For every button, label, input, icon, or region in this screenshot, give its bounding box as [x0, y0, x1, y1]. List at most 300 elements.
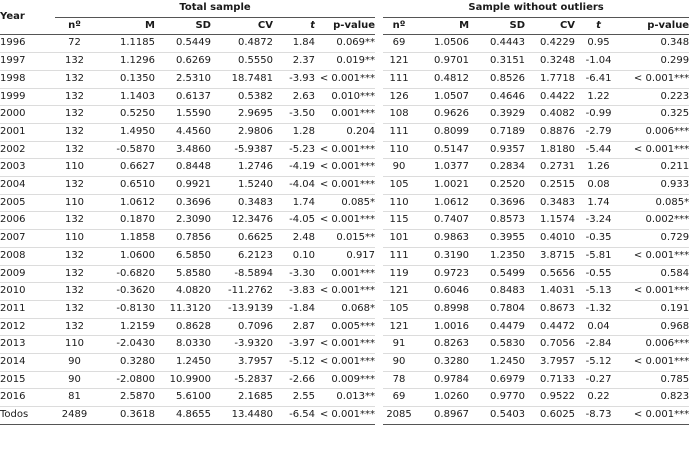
total-t-cell: -5.12	[273, 354, 315, 372]
total-sd-cell: 5.6100	[155, 389, 211, 407]
year-cell: Todos	[0, 407, 55, 425]
wo-sd-cell: 0.4646	[469, 88, 525, 106]
table-row	[0, 141, 689, 159]
wo-cv-cell: 0.9522	[525, 389, 575, 407]
col-header-m-wo: M	[415, 17, 469, 35]
wo-n-cell: 78	[383, 371, 415, 389]
wo-p-value-cell: < 0.001***	[622, 141, 689, 159]
total-m-cell: -0.8130	[94, 300, 155, 318]
wo-t-cell: -0.55	[575, 265, 622, 283]
year-cell: 2002	[0, 141, 55, 159]
total-p-value-cell: 0.068*	[315, 300, 375, 318]
total-sample-header: Total sample	[55, 0, 375, 17]
wo-sd-cell: 0.3929	[469, 106, 525, 124]
wo-sd-cell: 0.3955	[469, 230, 525, 248]
wo-m-cell: 0.8263	[415, 336, 469, 354]
wo-sd-cell: 0.2834	[469, 159, 525, 177]
table-row	[0, 159, 689, 177]
col-header-sd-wo: SD	[469, 17, 525, 35]
total-cv-cell: 2.9806	[211, 123, 273, 141]
wo-p-value-cell: 0.006***	[622, 123, 689, 141]
total-p-value-cell: < 0.001***	[315, 141, 375, 159]
wo-m-cell: 0.6046	[415, 283, 469, 301]
wo-p-value-cell: < 0.001***	[622, 247, 689, 265]
wo-p-value-cell: < 0.001***	[622, 70, 689, 88]
total-cv-cell: 2.9695	[211, 106, 273, 124]
wo-sd-cell: 0.7804	[469, 300, 525, 318]
total-t-cell: -2.66	[273, 371, 315, 389]
wo-p-value-cell: 0.823	[622, 389, 689, 407]
total-sd-cell: 0.3696	[155, 194, 211, 212]
wo-sd-cell: 0.3151	[469, 53, 525, 71]
table-row	[0, 123, 689, 141]
wo-p-value-cell: 0.085*	[622, 194, 689, 212]
column-gap	[375, 17, 383, 35]
wo-sd-cell: 0.6979	[469, 371, 525, 389]
group-gap-cell	[375, 123, 383, 141]
total-t-cell: 2.37	[273, 53, 315, 71]
group-gap-cell	[375, 177, 383, 195]
total-p-value-cell: 0.001***	[315, 106, 375, 124]
col-header-sd: SD	[155, 17, 211, 35]
wo-t-cell: -0.27	[575, 371, 622, 389]
total-cv-cell: 18.7481	[211, 70, 273, 88]
wo-sd-cell: 0.8526	[469, 70, 525, 88]
total-cv-cell: 1.5240	[211, 177, 273, 195]
wo-p-value-cell: 0.348	[622, 35, 689, 53]
wo-sd-cell: 0.4479	[469, 318, 525, 336]
total-sd-cell: 0.5449	[155, 35, 211, 53]
wo-t-cell: -2.79	[575, 123, 622, 141]
wo-cv-cell: 1.7718	[525, 70, 575, 88]
table-row	[0, 106, 689, 124]
wo-p-value-cell: 0.785	[622, 371, 689, 389]
wo-m-cell: 0.9701	[415, 53, 469, 71]
total-n-cell: 81	[55, 389, 94, 407]
wo-sd-cell: 0.9357	[469, 141, 525, 159]
group-gap-cell	[375, 300, 383, 318]
total-cv-cell: 0.3483	[211, 194, 273, 212]
wo-cv-cell: 0.8876	[525, 123, 575, 141]
total-m-cell: 0.1350	[94, 70, 155, 88]
wo-n-cell: 105	[383, 300, 415, 318]
total-cv-cell: 0.4872	[211, 35, 273, 53]
group-gap-cell	[375, 230, 383, 248]
wo-p-value-cell: 0.325	[622, 106, 689, 124]
wo-n-cell: 121	[383, 318, 415, 336]
wo-cv-cell: 0.2731	[525, 159, 575, 177]
year-cell: 2011	[0, 300, 55, 318]
total-sd-cell: 0.7856	[155, 230, 211, 248]
total-cv-cell: 0.6625	[211, 230, 273, 248]
total-p-value-cell: < 0.001***	[315, 70, 375, 88]
total-p-value-cell: < 0.001***	[315, 159, 375, 177]
col-header-cv-wo: CV	[525, 17, 575, 35]
group-gap-cell	[375, 194, 383, 212]
total-sd-cell: 4.4560	[155, 123, 211, 141]
wo-p-value-cell: < 0.001***	[622, 283, 689, 301]
group-gap-cell	[375, 389, 383, 407]
total-p-value-cell: < 0.001***	[315, 354, 375, 372]
wo-t-cell: 1.26	[575, 159, 622, 177]
total-t-cell: 1.28	[273, 123, 315, 141]
wo-cv-cell: 0.4082	[525, 106, 575, 124]
group-gap-cell	[375, 70, 383, 88]
col-header-n: nº	[55, 17, 94, 35]
wo-n-cell: 121	[383, 283, 415, 301]
group-gap-cell	[375, 159, 383, 177]
total-n-cell: 110	[55, 336, 94, 354]
total-n-cell: 90	[55, 371, 94, 389]
wo-n-cell: 2085	[383, 407, 415, 425]
total-n-cell: 72	[55, 35, 94, 53]
col-header-p-value: p-value	[315, 17, 375, 35]
group-gap-cell	[375, 354, 383, 372]
total-cv-cell: -13.9139	[211, 300, 273, 318]
total-sd-cell: 11.3120	[155, 300, 211, 318]
total-cv-cell: 0.5550	[211, 53, 273, 71]
total-n-cell: 110	[55, 194, 94, 212]
year-cell: 1998	[0, 70, 55, 88]
wo-t-cell: -5.81	[575, 247, 622, 265]
wo-n-cell: 90	[383, 354, 415, 372]
wo-m-cell: 1.0016	[415, 318, 469, 336]
total-n-cell: 132	[55, 247, 94, 265]
year-cell: 2008	[0, 247, 55, 265]
column-header-row	[0, 17, 689, 35]
wo-t-cell: -0.35	[575, 230, 622, 248]
total-n-cell: 90	[55, 354, 94, 372]
total-n-cell: 110	[55, 230, 94, 248]
wo-m-cell: 0.3190	[415, 247, 469, 265]
wo-n-cell: 90	[383, 159, 415, 177]
total-sd-cell: 0.9921	[155, 177, 211, 195]
total-sd-cell: 1.5590	[155, 106, 211, 124]
table-body	[0, 35, 689, 424]
total-n-cell: 132	[55, 53, 94, 71]
wo-sd-cell: 0.8483	[469, 283, 525, 301]
wo-sd-cell: 0.8573	[469, 212, 525, 230]
total-p-value-cell: < 0.001***	[315, 336, 375, 354]
group-header-row	[0, 0, 689, 17]
table-row	[0, 177, 689, 195]
total-m-cell: 1.1858	[94, 230, 155, 248]
wo-cv-cell: 0.4229	[525, 35, 575, 53]
wo-sd-cell: 0.5830	[469, 336, 525, 354]
wo-n-cell: 69	[383, 35, 415, 53]
total-n-cell: 110	[55, 159, 94, 177]
col-header-t-wo: t	[575, 17, 622, 35]
wo-p-value-cell: 0.223	[622, 88, 689, 106]
wo-m-cell: 0.9626	[415, 106, 469, 124]
total-n-cell: 132	[55, 88, 94, 106]
year-cell: 2003	[0, 159, 55, 177]
total-m-cell: 0.1870	[94, 212, 155, 230]
table-row	[0, 371, 689, 389]
total-cv-cell: 1.2746	[211, 159, 273, 177]
total-cv-cell: 2.1685	[211, 389, 273, 407]
total-m-cell: 1.1185	[94, 35, 155, 53]
wo-m-cell: 1.0260	[415, 389, 469, 407]
table-row	[0, 88, 689, 106]
wo-p-value-cell: 0.729	[622, 230, 689, 248]
year-cell: 2012	[0, 318, 55, 336]
table-row	[0, 35, 689, 53]
total-m-cell: -2.0430	[94, 336, 155, 354]
total-t-cell: 2.87	[273, 318, 315, 336]
wo-m-cell: 1.0612	[415, 194, 469, 212]
wo-cv-cell: 1.1574	[525, 212, 575, 230]
wo-n-cell: 69	[383, 389, 415, 407]
total-t-cell: -1.84	[273, 300, 315, 318]
wo-p-value-cell: 0.211	[622, 159, 689, 177]
table-row	[0, 230, 689, 248]
group-gap-cell	[375, 371, 383, 389]
table-row	[0, 318, 689, 336]
wo-sd-cell: 1.2450	[469, 354, 525, 372]
wo-n-cell: 111	[383, 70, 415, 88]
wo-sd-cell: 0.5499	[469, 265, 525, 283]
wo-m-cell: 1.0021	[415, 177, 469, 195]
year-cell: 2004	[0, 177, 55, 195]
total-p-value-cell: 0.013**	[315, 389, 375, 407]
table-row	[0, 389, 689, 407]
total-t-cell: 1.74	[273, 194, 315, 212]
wo-cv-cell: 0.6025	[525, 407, 575, 425]
table-row	[0, 212, 689, 230]
wo-n-cell: 121	[383, 53, 415, 71]
wo-t-cell: 0.95	[575, 35, 622, 53]
wo-cv-cell: 0.4422	[525, 88, 575, 106]
year-cell: 2010	[0, 283, 55, 301]
total-t-cell: 0.10	[273, 247, 315, 265]
total-n-cell: 132	[55, 300, 94, 318]
total-cv-cell: -11.2762	[211, 283, 273, 301]
col-header-m: M	[94, 17, 155, 35]
total-p-value-cell: 0.009***	[315, 371, 375, 389]
total-sd-cell: 8.0330	[155, 336, 211, 354]
group-gap-cell	[375, 141, 383, 159]
group-gap-cell	[375, 336, 383, 354]
total-t-cell: -3.50	[273, 106, 315, 124]
wo-m-cell: 0.5147	[415, 141, 469, 159]
wo-cv-cell: 0.4010	[525, 230, 575, 248]
wo-m-cell: 0.4812	[415, 70, 469, 88]
wo-m-cell: 0.9863	[415, 230, 469, 248]
total-n-cell: 132	[55, 123, 94, 141]
year-cell: 2006	[0, 212, 55, 230]
wo-t-cell: 0.04	[575, 318, 622, 336]
total-m-cell: 1.1403	[94, 88, 155, 106]
table-row	[0, 283, 689, 301]
wo-sd-cell: 1.2350	[469, 247, 525, 265]
total-p-value-cell: 0.001***	[315, 265, 375, 283]
wo-t-cell: -0.99	[575, 106, 622, 124]
total-sd-cell: 1.2450	[155, 354, 211, 372]
total-p-value-cell: 0.010***	[315, 88, 375, 106]
wo-p-value-cell: 0.191	[622, 300, 689, 318]
wo-cv-cell: 0.7056	[525, 336, 575, 354]
wo-t-cell: -5.12	[575, 354, 622, 372]
total-m-cell: 0.6510	[94, 177, 155, 195]
wo-cv-cell: 0.3483	[525, 194, 575, 212]
total-t-cell: -5.23	[273, 141, 315, 159]
total-m-cell: 0.6627	[94, 159, 155, 177]
wo-sd-cell: 0.2520	[469, 177, 525, 195]
year-cell: 2013	[0, 336, 55, 354]
table-row	[0, 265, 689, 283]
total-cv-cell: 0.7096	[211, 318, 273, 336]
wo-m-cell: 1.0507	[415, 88, 469, 106]
wo-sd-cell: 0.7189	[469, 123, 525, 141]
year-cell: 2005	[0, 194, 55, 212]
total-p-value-cell: < 0.001***	[315, 283, 375, 301]
total-m-cell: 1.4950	[94, 123, 155, 141]
year-cell: 2014	[0, 354, 55, 372]
total-cv-cell: 13.4480	[211, 407, 273, 425]
total-p-value-cell: 0.019**	[315, 53, 375, 71]
year-cell: 1996	[0, 35, 55, 53]
group-gap	[375, 0, 383, 17]
total-cv-cell: -8.5894	[211, 265, 273, 283]
wo-n-cell: 101	[383, 230, 415, 248]
wo-m-cell: 1.0377	[415, 159, 469, 177]
total-sd-cell: 2.3090	[155, 212, 211, 230]
year-cell: 2007	[0, 230, 55, 248]
wo-cv-cell: 0.4472	[525, 318, 575, 336]
wo-p-value-cell: 0.968	[622, 318, 689, 336]
wo-t-cell: 0.08	[575, 177, 622, 195]
total-t-cell: -4.19	[273, 159, 315, 177]
total-sd-cell: 2.5310	[155, 70, 211, 88]
total-sd-cell: 5.8580	[155, 265, 211, 283]
total-p-value-cell: 0.204	[315, 123, 375, 141]
wo-m-cell: 0.8099	[415, 123, 469, 141]
table-row	[0, 194, 689, 212]
total-cv-cell: -3.9320	[211, 336, 273, 354]
wo-n-cell: 111	[383, 123, 415, 141]
wo-p-value-cell: < 0.001***	[622, 407, 689, 425]
year-cell: 2001	[0, 123, 55, 141]
table-row	[0, 53, 689, 71]
total-t-cell: -3.93	[273, 70, 315, 88]
wo-m-cell: 0.8967	[415, 407, 469, 425]
table-row	[0, 407, 689, 425]
group-gap-cell	[375, 212, 383, 230]
group-gap-cell	[375, 35, 383, 53]
total-n-cell: 132	[55, 141, 94, 159]
total-n-cell: 132	[55, 70, 94, 88]
wo-cv-cell: 3.7957	[525, 354, 575, 372]
col-header-t: t	[273, 17, 315, 35]
total-cv-cell: 6.2123	[211, 247, 273, 265]
total-sd-cell: 4.0820	[155, 283, 211, 301]
wo-n-cell: 91	[383, 336, 415, 354]
group-gap-cell	[375, 407, 383, 425]
total-m-cell: 0.3280	[94, 354, 155, 372]
wo-p-value-cell: < 0.001***	[622, 354, 689, 372]
total-sd-cell: 0.6137	[155, 88, 211, 106]
wo-sd-cell: 0.9770	[469, 389, 525, 407]
total-m-cell: 0.5250	[94, 106, 155, 124]
total-m-cell: 1.1296	[94, 53, 155, 71]
group-gap-cell	[375, 318, 383, 336]
wo-m-cell: 0.9723	[415, 265, 469, 283]
wo-n-cell: 110	[383, 194, 415, 212]
wo-t-cell: -5.13	[575, 283, 622, 301]
table-row	[0, 354, 689, 372]
wo-sd-cell: 0.5403	[469, 407, 525, 425]
group-gap-cell	[375, 88, 383, 106]
wo-m-cell: 0.7407	[415, 212, 469, 230]
wo-cv-cell: 0.3248	[525, 53, 575, 71]
total-sd-cell: 10.9900	[155, 371, 211, 389]
wo-p-value-cell: 0.584	[622, 265, 689, 283]
wo-sd-cell: 0.3696	[469, 194, 525, 212]
wo-t-cell: -3.24	[575, 212, 622, 230]
wo-p-value-cell: 0.002***	[622, 212, 689, 230]
total-t-cell: -3.97	[273, 336, 315, 354]
total-m-cell: 1.2159	[94, 318, 155, 336]
wo-m-cell: 0.3280	[415, 354, 469, 372]
wo-cv-cell: 0.5656	[525, 265, 575, 283]
table-row	[0, 70, 689, 88]
total-p-value-cell: 0.917	[315, 247, 375, 265]
wo-m-cell: 1.0506	[415, 35, 469, 53]
group-gap-cell	[375, 265, 383, 283]
total-cv-cell: 12.3476	[211, 212, 273, 230]
table-row	[0, 247, 689, 265]
table-row	[0, 300, 689, 318]
total-n-cell: 132	[55, 318, 94, 336]
wo-t-cell: -6.41	[575, 70, 622, 88]
wo-m-cell: 0.8998	[415, 300, 469, 318]
total-m-cell: -0.6820	[94, 265, 155, 283]
total-n-cell: 132	[55, 106, 94, 124]
total-t-cell: 2.63	[273, 88, 315, 106]
total-p-value-cell: 0.069**	[315, 35, 375, 53]
total-n-cell: 132	[55, 283, 94, 301]
wo-t-cell: 1.22	[575, 88, 622, 106]
wo-n-cell: 105	[383, 177, 415, 195]
total-cv-cell: -5.2837	[211, 371, 273, 389]
year-cell: 2016	[0, 389, 55, 407]
table-row	[0, 336, 689, 354]
total-m-cell: 1.0612	[94, 194, 155, 212]
wo-cv-cell: 0.7133	[525, 371, 575, 389]
col-header-p-value-wo: p-value	[622, 17, 689, 35]
wo-p-value-cell: 0.299	[622, 53, 689, 71]
total-m-cell: 2.5870	[94, 389, 155, 407]
wo-sd-cell: 0.4443	[469, 35, 525, 53]
total-p-value-cell: < 0.001***	[315, 177, 375, 195]
total-p-value-cell: 0.085*	[315, 194, 375, 212]
total-t-cell: -3.30	[273, 265, 315, 283]
total-t-cell: 1.84	[273, 35, 315, 53]
wo-cv-cell: 3.8715	[525, 247, 575, 265]
total-m-cell: -2.0800	[94, 371, 155, 389]
wo-cv-cell: 1.4031	[525, 283, 575, 301]
total-m-cell: 0.3618	[94, 407, 155, 425]
wo-n-cell: 110	[383, 141, 415, 159]
total-p-value-cell: 0.005***	[315, 318, 375, 336]
total-n-cell: 132	[55, 265, 94, 283]
wo-t-cell: -1.04	[575, 53, 622, 71]
total-t-cell: -4.05	[273, 212, 315, 230]
total-sd-cell: 4.8655	[155, 407, 211, 425]
wo-t-cell: -8.73	[575, 407, 622, 425]
total-sd-cell: 6.5850	[155, 247, 211, 265]
